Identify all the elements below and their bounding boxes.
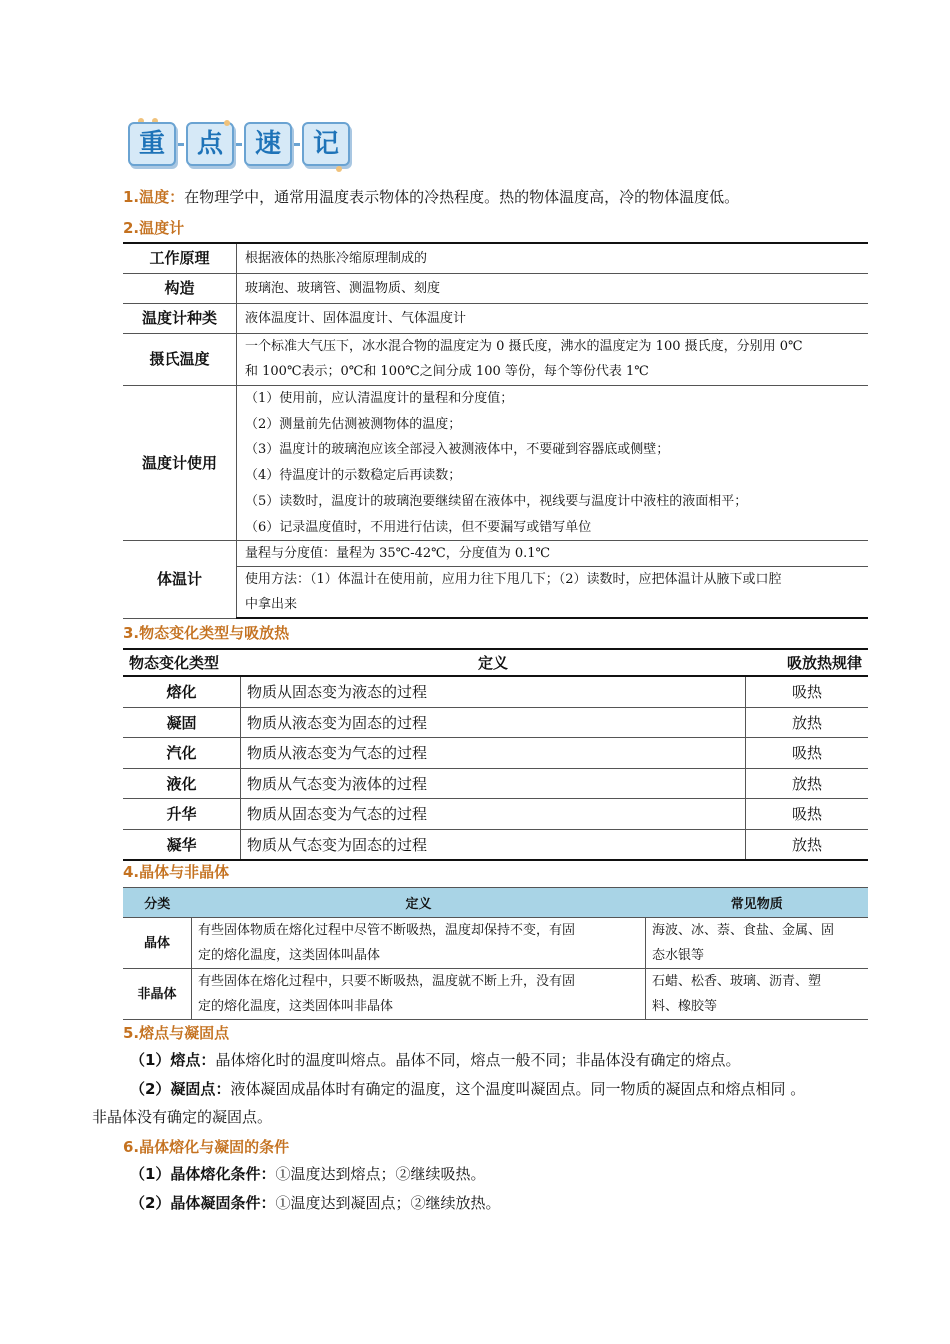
row-line: （3）温度计的玻璃泡应该全部浸入被测液体中，不要碰到容器底或侧壁；: [245, 442, 670, 458]
class-name: 晶体: [123, 918, 192, 969]
phase-def: 物质从气态变为固态的过程: [241, 829, 746, 860]
col-header: 分类: [123, 888, 192, 918]
s5-p1: [130, 1049, 740, 1071]
table-row: [123, 304, 868, 334]
s6-p2-label: （2）晶体凝固条件：: [130, 1194, 276, 1212]
banner-char: 重: [128, 122, 176, 166]
s6-p2: [130, 1192, 500, 1214]
col-header: 定义: [241, 649, 746, 676]
row-line: （5）读数时，温度计的玻璃泡要继续留在液体中，视线要与温度计中液柱的液面相平；: [245, 493, 748, 509]
s6-p2-text: ①温度达到凝固点；②继续放热。: [275, 1194, 501, 1212]
row-key: 温度计种类: [123, 304, 237, 334]
s3-heading: 3.物态变化类型与吸放热: [123, 624, 290, 642]
banner-char: 记: [302, 122, 350, 166]
sub-line: 石蜡、松香、玻璃、沥青、塑: [652, 974, 822, 989]
row-key: 构造: [123, 274, 237, 304]
thermometer-table: [123, 242, 868, 619]
crystal-table: [123, 887, 868, 1020]
table-row: [123, 738, 868, 769]
table-row: [123, 969, 868, 1020]
s6-p1-text: ①温度达到熔点；②继续吸热。: [275, 1165, 486, 1183]
row-key: 工作原理: [123, 243, 237, 274]
s6-heading: 6.晶体熔化与凝固的条件: [123, 1138, 290, 1156]
s1-label: 1.温度：: [123, 188, 185, 206]
banner-char: 速: [244, 122, 292, 166]
s5-heading: 5.熔点与凝固点: [123, 1024, 230, 1042]
row-key: 体温计: [123, 541, 237, 619]
table-row: [123, 768, 868, 799]
banner-char: 点: [186, 122, 234, 166]
s5-p2-label: （2）凝固点：: [130, 1080, 231, 1098]
s1-paragraph: [123, 186, 739, 208]
s2-heading: 2.温度计: [123, 219, 185, 237]
phase-name: 凝华: [123, 829, 241, 860]
decor-dot: [224, 120, 230, 126]
s6-p1-label: （1）晶体熔化条件：: [130, 1165, 276, 1183]
row-line: 中拿出来: [245, 597, 298, 613]
table-row: [123, 707, 868, 738]
class-def: [192, 969, 646, 1020]
def-line: 定的熔化温度，这类固体叫非晶体: [198, 999, 394, 1014]
table-row: [123, 386, 868, 541]
row-line: 液体温度计、固体温度计、气体温度计: [245, 311, 467, 326]
row-value: [237, 304, 869, 334]
phase-rule: 吸热: [746, 738, 869, 769]
def-line: 有些固体物质在熔化过程中尽管不断吸热，温度却保持不变，有固: [198, 923, 576, 938]
phase-def: 物质从液态变为气态的过程: [241, 738, 746, 769]
def-line: 有些固体在熔化过程中，只要不断吸热，温度就不断上升，没有固: [198, 974, 576, 989]
class-name: 非晶体: [123, 969, 192, 1020]
sub-line: 海波、冰、萘、食盐、金属、固: [652, 923, 835, 938]
table-row: [123, 676, 868, 707]
phase-def: 物质从液态变为固态的过程: [241, 707, 746, 738]
decor-dot: [336, 166, 342, 172]
class-def: [192, 918, 646, 969]
phase-def: 物质从固态变为气态的过程: [241, 799, 746, 830]
row-value: [237, 567, 869, 619]
phase-change-table: [123, 648, 868, 861]
table-row: [123, 918, 868, 969]
row-line: 一个标准大气压下，冰水混合物的温度定为 0 摄氏度，沸水的温度定为 100 摄氏度，分别用 0℃: [245, 339, 803, 354]
phase-name: 熔化: [123, 676, 241, 707]
s4-heading: 4.晶体与非晶体: [123, 863, 230, 881]
row-line: 和 100℃表示；0℃和 100℃之间分成 100 等份，每个等份代表 1℃: [245, 364, 649, 379]
s5-p2-cont: 非晶体没有确定的凝固点。: [92, 1108, 273, 1126]
row-line: （1）使用前，应认清温度计的量程和分度值；: [245, 391, 514, 406]
phase-rule: 吸热: [746, 799, 869, 830]
phase-rule: 放热: [746, 707, 869, 738]
s5-p1-text: 晶体熔化时的温度叫熔点。晶体不同，熔点一般不同；非晶体没有确定的熔点。: [215, 1051, 741, 1069]
table-header-row: [123, 649, 868, 676]
class-substances: [646, 918, 869, 969]
def-line: 定的熔化温度，这类固体叫晶体: [198, 948, 381, 963]
phase-name: 汽化: [123, 738, 241, 769]
s6-p1: [130, 1163, 485, 1185]
row-value: [237, 334, 869, 386]
row-line: （6）记录温度值时，不用进行估读，但不要漏写或错写单位: [245, 519, 592, 535]
phase-rule: 放热: [746, 829, 869, 860]
row-line: 玻璃泡、玻璃管、测温物质、刻度: [245, 281, 441, 296]
phase-rule: 吸热: [746, 676, 869, 707]
table-row: [123, 799, 868, 830]
sub-line: 态水银等: [652, 948, 705, 963]
s5-p1-label: （1）熔点：: [130, 1051, 216, 1069]
table-header-row: [123, 888, 868, 918]
s5-p2: [130, 1078, 805, 1100]
phase-def: 物质从固态变为液态的过程: [241, 676, 746, 707]
section-banner: [126, 118, 356, 174]
row-line: 量程与分度值：量程为 35℃-42℃，分度值为 0.1℃: [245, 546, 551, 562]
row-line: 根据液体的热胀冷缩原理制成的: [245, 251, 428, 266]
phase-name: 凝固: [123, 707, 241, 738]
table-row: [123, 334, 868, 386]
s5-p2-text: 液体凝固成晶体时有确定的温度，这个温度叫凝固点。同一物质的凝固点和熔点相同 。: [230, 1080, 806, 1098]
phase-def: 物质从气态变为液体的过程: [241, 768, 746, 799]
col-header: 定义: [192, 888, 646, 918]
row-value: [237, 274, 869, 304]
row-value: [237, 243, 869, 274]
row-value: [237, 386, 869, 541]
phase-rule: 放热: [746, 768, 869, 799]
table-row: [123, 541, 868, 567]
col-header: 常见物质: [646, 888, 869, 918]
row-line: （4）待温度计的示数稳定后再读数；: [245, 468, 462, 484]
s1-text: 在物理学中，通常用温度表示物体的冷热程度。热的物体温度高，冷的物体温度低。: [184, 188, 740, 206]
table-row: [123, 274, 868, 304]
col-header: 物态变化类型: [123, 649, 241, 676]
phase-name: 升华: [123, 799, 241, 830]
sub-line: 料、橡胶等: [652, 999, 718, 1014]
col-header: 吸放热规律: [746, 649, 869, 676]
row-line: 使用方法：（1）体温计在使用前，应用力往下甩几下；（2）读数时，应把体温计从腋下或口腔: [245, 572, 782, 588]
class-substances: [646, 969, 869, 1020]
row-key: 温度计使用: [123, 386, 237, 541]
row-value: [237, 541, 869, 567]
row-line: （2）测量前先估测被测物体的温度；: [245, 416, 462, 432]
row-key: 摄氏温度: [123, 334, 237, 386]
phase-name: 液化: [123, 768, 241, 799]
table-row: [123, 243, 868, 274]
table-row: [123, 829, 868, 860]
